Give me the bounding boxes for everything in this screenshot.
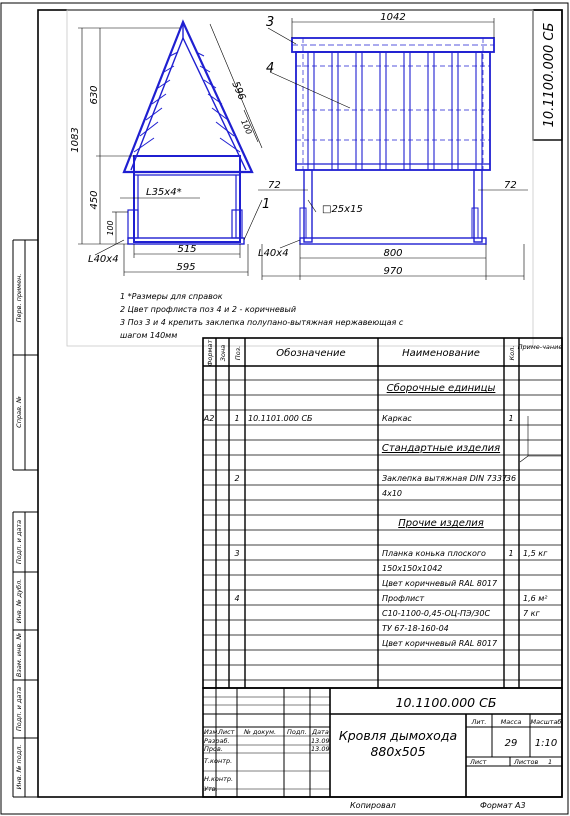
spec-cell-name: Цвет коричневый RAL 8017 — [382, 579, 498, 588]
note-1: 1 *Размеры для справок — [120, 292, 223, 301]
spec-cell-qty: 36 — [505, 474, 517, 483]
dim-width-970: 970 — [383, 266, 403, 277]
side-label-first-use: Перв. примен. — [15, 273, 23, 323]
dim-angle-bottom-right: L40x4 — [258, 248, 289, 259]
dim-top-width: 1042 — [380, 12, 406, 23]
dim-roof-height: 630 — [89, 85, 100, 105]
side-label-dup-inv: Инв. № дубл. — [15, 578, 23, 624]
spec-section-heading: Сборочные единицы — [386, 383, 496, 394]
side-label-sign-date-2: Подп. и дата — [15, 686, 23, 732]
tb-label-izm: Изм. — [204, 728, 220, 736]
spec-cell-name: Профлист — [382, 594, 425, 603]
tb-label-date: Дата — [312, 728, 329, 736]
col-header-qty: Кол. — [508, 345, 516, 361]
dim-right-72: 72 — [504, 180, 517, 191]
side-label-replace-inv: Взам. инв. № — [15, 632, 23, 678]
spec-cell-note: 7 кг — [523, 609, 540, 618]
note-3: 3 Поз 3 и 4 крепить заклепка полупано-вытяжная нержавеющая с — [120, 318, 404, 327]
dim-width-515: 515 — [177, 244, 197, 255]
spec-section-heading: Прочие изделия — [398, 518, 484, 529]
spec-cell-pos: 4 — [234, 594, 240, 603]
scale-value: 1:10 — [534, 738, 558, 749]
dim-left-72: 72 — [268, 180, 281, 191]
mass-label: Масса — [500, 718, 522, 726]
spec-cell-pos: 2 — [234, 474, 240, 483]
sheets-label: Листов — [514, 758, 539, 766]
side-view-body — [134, 156, 240, 242]
tb-date-2: 13.09 — [311, 745, 330, 753]
tb-label-ncontrol: Н.контр. — [204, 775, 234, 783]
side-label-sign-date-1: Подп. и дата — [15, 519, 23, 565]
side-label-orig-inv: Инв. № подл. — [15, 744, 23, 790]
tb-label-developer: Разраб. — [204, 737, 230, 745]
spec-cell-name: С10-1100-0,45-ОЦ-ПЭ/30С — [382, 609, 491, 618]
side-label-ref: Справ. № — [15, 396, 23, 428]
tb-date-1: 13.09 — [311, 737, 330, 745]
dim-angle-left: L35x4* — [146, 187, 182, 198]
scale-label: Масштаб — [530, 718, 562, 726]
tb-label-sign: Подп. — [287, 728, 307, 736]
callout-1: 1 — [262, 197, 271, 212]
front-base-angle — [300, 238, 486, 244]
roof-gable-outline — [124, 22, 252, 172]
callout-4: 4 — [266, 61, 275, 76]
tb-label-checker: Пров. — [204, 745, 223, 753]
footer-copied: Копировал — [350, 801, 396, 810]
dim-width-595: 595 — [176, 262, 196, 273]
technical-notes — [120, 292, 404, 340]
dim-square-tube: □25x15 — [322, 204, 363, 215]
col-header-name: Наименование — [402, 348, 480, 359]
dim-roof-slope: 596 — [229, 80, 248, 102]
dim-width-800: 800 — [383, 248, 403, 259]
spec-cell-pos: 1 — [234, 414, 240, 423]
front-view — [258, 12, 528, 280]
col-header-format: Формат — [206, 339, 214, 367]
spec-cell-note: 1,6 м² — [523, 594, 548, 603]
sheet-label: Лист — [470, 758, 487, 766]
tb-label-list: Лист — [218, 728, 235, 736]
spec-cell-qty: 1 — [508, 549, 514, 558]
spec-cell-name: 4x10 — [382, 489, 403, 498]
dim-small-height: 100 — [106, 220, 115, 236]
spec-cell-name: Планка конька плоского — [382, 549, 486, 558]
dim-angle-bottom-left: L40x4 — [88, 254, 119, 265]
note-3-cont: шагом 140мм — [120, 331, 178, 340]
roof-profile-sheet — [296, 52, 490, 170]
callout-3: 3 — [266, 15, 275, 30]
col-header-designation: Обозначение — [276, 348, 346, 359]
sheet-inner-frame — [38, 10, 562, 797]
col-header-pos: Поз. — [234, 345, 242, 361]
spec-cell-format: А2 — [203, 414, 215, 423]
title-code: 10.1100.000 СБ — [395, 695, 497, 710]
dim-wall-height: 450 — [89, 190, 100, 210]
tb-label-approved: Утв. — [204, 785, 218, 793]
spec-cell-name: ТУ 67-18-160-04 — [382, 624, 449, 633]
spec-cell-pos: 3 — [234, 549, 240, 558]
col-header-note: Приме-чание — [517, 343, 563, 351]
tb-label-tcontrol: Т.контр. — [204, 757, 233, 765]
title-size: 880x505 — [370, 744, 426, 759]
spec-cell-name: Цвет коричневый RAL 8017 — [382, 639, 498, 648]
spec-cell-name: Каркас — [382, 414, 412, 423]
top-right-code: 10.1100.000 СБ — [542, 22, 557, 128]
lit-label: Лит. — [471, 718, 487, 726]
spec-section-heading: Стандартные изделия — [381, 443, 501, 454]
title-name: Кровля дымохода — [338, 728, 458, 743]
spec-cell-designation: 10.1101.000 СБ — [248, 414, 313, 423]
footer-format: Формат А3 — [480, 801, 526, 810]
spec-cell-name: Заклепка вытяжная DIN 7337 — [382, 474, 508, 483]
spec-cell-qty: 1 — [508, 414, 514, 423]
sheets-value: 1 — [548, 758, 553, 766]
dim-ridge-offset: 100 — [239, 118, 254, 136]
col-header-zone: Зона — [219, 344, 227, 362]
spec-cell-note: 1,5 кг — [523, 549, 548, 558]
dim-height-total: 1083 — [70, 127, 81, 153]
title-block — [203, 688, 562, 797]
left-side-strip — [13, 240, 38, 797]
tb-label-doc: № докум. — [244, 728, 277, 736]
side-view — [70, 22, 270, 276]
specification-table — [203, 338, 563, 688]
mass-value: 29 — [504, 738, 518, 749]
spec-cell-name: 150x150x1042 — [382, 564, 443, 573]
note-2: 2 Цвет профлиста поз 4 и 2 - коричневый — [120, 305, 297, 314]
